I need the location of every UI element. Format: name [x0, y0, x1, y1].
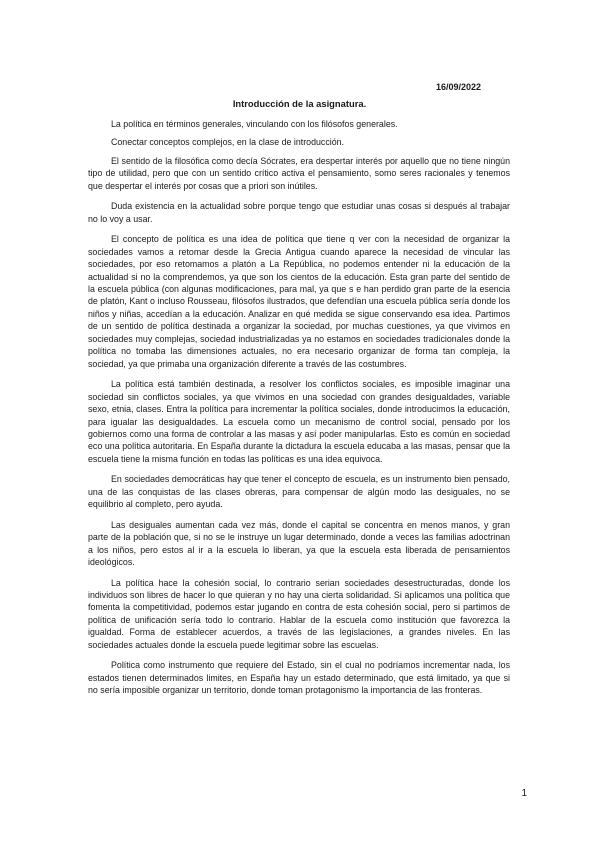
page-number: 1 — [521, 788, 527, 799]
paragraph-democratic-societies: En sociedades democráticas hay que tener el concepto de escuela, es un instrumento bien pensado, una de las conquistas de las clases obreras, para compensar de algún modo las desiguales, no se equilibrio al completo, pero ayuda. — [88, 474, 510, 510]
document-body — [88, 118, 510, 705]
paragraph-existential-doubt: Duda existencia en la actualidad sobre porque tengo que estudiar unas cosas si después al trabajar no lo voy a usar. — [88, 201, 510, 224]
paragraph-intro-politics: La política en términos generales, vinculando con los filósofos generales. — [111, 119, 398, 129]
document-date: 16/09/2022 — [435, 82, 481, 92]
paragraph-philosophy-sense: El sentido de la filosófica como decía Sócrates, era despertar interés por aquello que no tiene ningún tipo de utilidad, pero que con un sentido crítico activa el pensamiento, somo seres racionales y tenemos que despertar el interés por cosas que a priori son inútiles. — [88, 155, 510, 191]
paragraph-inequalities: Las desiguales aumentan cada vez más, donde el capital se concentra en menos manos, y gran parte de la población que, si no se le instruye un lugar determinado, donde a veces las familias adoctrinan a los niños, pero estos al ir a la escuela lo liberan, ya que la escuela esta liberada de pensamientos ideológicos. — [88, 519, 510, 568]
paragraph-social-cohesion: La política hace la cohesión social, lo contrario serian sociedades desestructuradas, donde los individuos son libres de hacer lo que quieran y no hay una cierta solidaridad. Si aplicamos una política que fomenta la competitividad, podemos estar jugando en contra de esta cohesión social, pero si partimos de política de unificación sería todo lo contrario. Hablar de la escuela como institución que favorezca la igualdad. Forma de establecer acuerdos, a través de las legislaciones, a grandes niveles. En las sociedades actuales donde la escuela puede legitimar sobre las escuelas. — [88, 577, 510, 650]
paragraph-intro-concepts: Conectar conceptos complejos, en la clase de introducción. — [111, 137, 345, 148]
paragraph-state-instrument: Política como instrumento que requiere del Estado, sin el cual no podríamos incrementar nada, los estados tienen determinados limites, en España hay un estado determinado, que está limitado, ya que si no sería imposible organizar un territorio, donde toman protagonismo la importancia de las fronteras. — [88, 660, 510, 696]
paragraph-social-conflicts: La política está también destinada, a resolver los conflictos sociales, es imposible imaginar una sociedad sin conflictos sociales, ya que vivimos en una sociedad con grandes desigualdades, variable sexo, etnia, clases. Entra la política para incrementar la política sociales, donde introducimos la educación, para igualar las desigualdades. La escuela como un mecanismo de control social, pensado por los gobiernos como una forma de controlar a las masas y así poder manipularlas. Esto es común en sociedad eco una política autoritaria. En España durante la dictadura la escuela educaba a las masas, pensar que la escuela tiene la misma función en todas las políticas es una idea equivoca. — [88, 379, 510, 464]
paragraph-politics-concept: El concepto de política es una idea de política que tiene q ver con la necesidad de organizar la sociedades vamos a retomar desde la Grecia Antigua cuando aparece la necesidad de vincular las sociedades, por eso retomamos a platón a La República, no podemos entender ni la educación de la actualidad si no la comprendemos, ya que son los cientos de la educación. Esta gran parte del sentido de la escuela pública (con algunas modificaciones, para mal, ya que s e han perdido gran parte de la esencia de platón, Kant o incluso Rousseau, filósofos ilustrados, que defendían una escuela pública sería donde los niños y niñas, accedían a la educación. Analizar en qué medida se sigue conservando esa idea. Partimos de un sentido de política destinada a organizar la sociedad, por muchas cuestiones, ya que vivimos en sociedades muy complejas, sociedad industrializadas ya no estamos en sociedades tradicionales donde la política no tomaba las dimensiones actuales, no era necesario organizar de forma tan compleja, la sociedad, ya que primaba una organización diferente a través de las costumbres. — [88, 234, 510, 369]
document-title: Introducción de la asignatura. — [232, 98, 367, 109]
